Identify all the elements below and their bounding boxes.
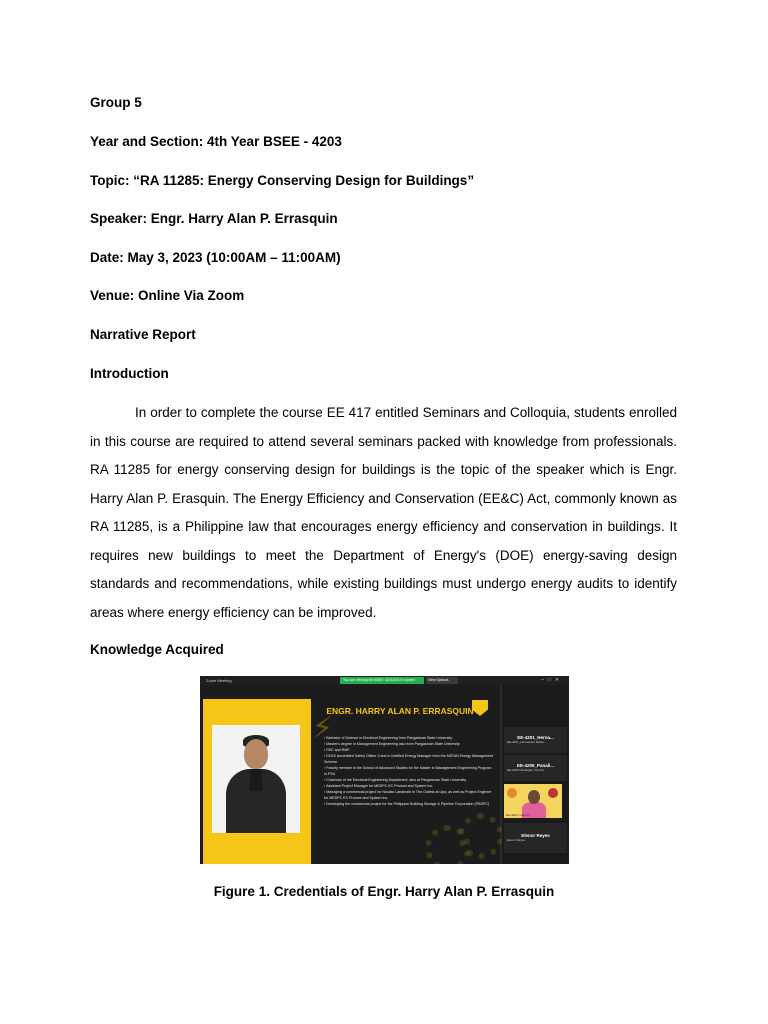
zoom-screenshot-figure [200, 676, 569, 864]
gear-icon [458, 813, 504, 859]
participant-video-tile [504, 784, 562, 818]
participant-subname: EE-4205 Panaligan, Precho... [507, 768, 547, 772]
participant-name: EE-4205_Panali... [516, 763, 555, 768]
credential-item: ▪ Bachelor of Science in Electrical Engineering from Pangasinan State University [324, 735, 494, 741]
speaker-photo [212, 725, 300, 833]
school-logo-icon [507, 788, 517, 798]
video-person-face [528, 790, 540, 804]
topic-line: Topic: “RA 11285: Energy Conserving Design for Buildings” [90, 173, 475, 188]
venue-line: Venue: Online Via Zoom [90, 288, 245, 303]
window-controls-icon: –□✕ [541, 677, 563, 683]
group-line: Group 5 [90, 95, 142, 110]
participant-tile [504, 727, 567, 753]
zoom-title-bar [200, 676, 569, 685]
credential-item: ▪ REE and RME [324, 747, 494, 753]
credential-item: ▪ Master's degree in Management Engineering also from Pangasinan State University [324, 741, 494, 747]
participant-name: EE-4201_Herna... [517, 735, 554, 740]
video-participant-label: EE-4201 Lobin D... [506, 813, 532, 817]
introduction-heading: Introduction [90, 366, 169, 381]
figure-caption: Figure 1. Credentials of Engr. Harry Alan P. Errasquin [213, 884, 555, 899]
participant-tile [504, 755, 567, 781]
speaker-line: Speaker: Engr. Harry Alan P. Errasquin [90, 211, 338, 226]
participants-sidebar [502, 685, 569, 864]
participant-tile [504, 823, 567, 853]
shared-slide [200, 685, 500, 864]
lightning-bolt-icon: ⚡ [312, 712, 334, 745]
photo-shirt [250, 769, 262, 791]
introduction-paragraph: In order to complete the course EE 417 entitled Seminars and Colloquia, students enrolled in this course are required to attend several seminars packed with knowledge from professionals. RA 11285 for energy conserving design for buildings is the topic of the speaker which is Engr. Harry Alan P. Erasquin. The Energy Efficiency and Conservation (EE&C) Act, commonly known as RA 11285, is a Philippine law that encourages energy efficiency and conservation in buildings. It requires new buildings to meet the Department of Energy's (DOE) energy-saving design standards and recommendations, while existing buildings must undergo energy audits to identify areas where energy efficiency can be improved. [90, 405, 677, 620]
year-section-line: Year and Section: 4th Year BSEE - 4203 [90, 134, 342, 149]
screen-share-banner: You are viewing 4th BSEE 4203/4201's screen [340, 677, 424, 684]
report-type-heading: Narrative Report [90, 327, 196, 342]
credential-item: ▪ Developing the commercial project for the Philippine Building Storage & Pipeline Corporation (PBSPC) [324, 801, 494, 807]
date-line: Date: May 3, 2023 (10:00AM – 11:00AM) [90, 250, 341, 265]
credential-item: ▪ Managing a commercial project for Nicolas Landmark in The Outlets at Lipa, as well as Project Engineer for MEDPC EC Product and System Inc. [324, 789, 494, 801]
knowledge-acquired-heading: Knowledge Acquired [90, 642, 224, 657]
view-options-button: View Options [426, 677, 458, 684]
credential-item: ▪ DOLE Accredited Safety Officer 3 and a Certified Energy Manager from the ASEAN Energy Management Scheme [324, 753, 494, 765]
participant-subname: EE-4201_Hernandez Marko... [507, 740, 547, 744]
participant-subname: Elenor Reyes [507, 838, 526, 842]
university-logo-icon [548, 788, 558, 798]
credential-item: ▪ Chairman of the Electrical Engineering Department, also at Pangasinan State University [324, 777, 494, 783]
zoom-window-title: Zoom Meeting [206, 678, 232, 683]
photo-face [244, 739, 268, 769]
participant-name: Elenor Reyes [521, 833, 550, 838]
credential-item: ▪ Faculty member in the School of Advanced Studies for the Master in Management Engineering Program in PSU [324, 765, 494, 777]
credentials-list [324, 735, 494, 807]
credential-item: ▪ Assistant Project Manager for MEDPC EC Product and System Inc. [324, 783, 494, 789]
slide-title: ENGR. HARRY ALAN P. ERRASQUIN [326, 706, 474, 716]
